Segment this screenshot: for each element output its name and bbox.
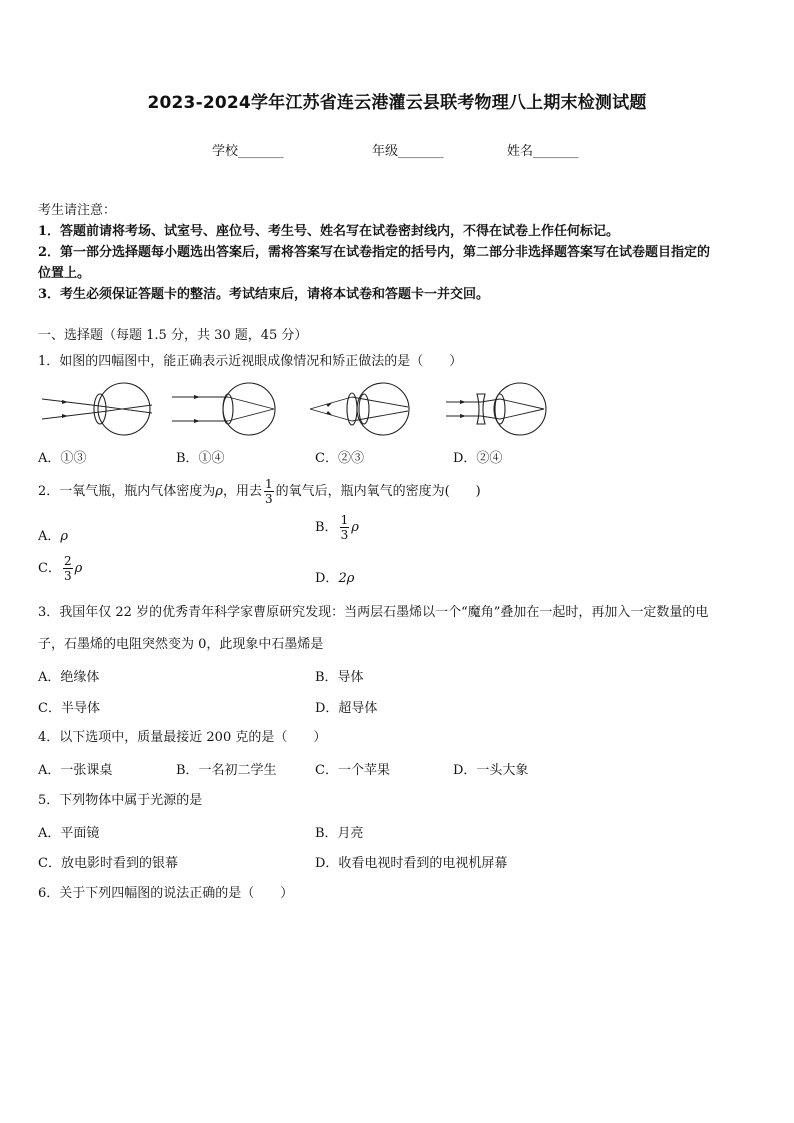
exam-title: 2023-2024学年江苏省连云港灌云县联考物理八上期末检测试题 (147, 93, 647, 113)
eye-diagram-4 (444, 380, 552, 438)
notice-item-2-cont: 位置上。 (38, 266, 91, 281)
q5-option-b[interactable]: B．月亮 (315, 826, 364, 841)
fraction-denominator: 3 (340, 528, 349, 542)
option-label: C． (38, 561, 61, 576)
q3-stem-line-2: 子，石墨烯的电阻突然变为 0，此现象中石墨烯是 (38, 637, 324, 652)
q1-option-d[interactable]: D．②④ (453, 451, 503, 466)
rho-symbol: ρ (351, 520, 359, 535)
school-field: 学校_______ (212, 144, 284, 159)
eye-diagram-1 (40, 380, 155, 438)
fraction (63, 555, 73, 582)
q4-option-a[interactable]: A．一张课桌 (38, 763, 113, 778)
fraction-numerator: 1 (340, 513, 349, 527)
notice-item-1: 1．答题前请将考场、试室号、座位号、考生号、姓名写在试卷密封线内，不得在试卷上作任何标记。 (38, 224, 620, 239)
q5-option-c[interactable]: C．放电影时看到的银幕 (38, 856, 178, 871)
fraction-one-third (264, 478, 274, 505)
q1-option-c[interactable]: C．②③ (315, 451, 364, 466)
q4-stem: 4．以下选项中，质量最接近 200 克的是（ ） (38, 730, 327, 745)
q5-stem: 5．下列物体中属于光源的是 (38, 793, 203, 808)
notice-heading: 考生请注意： (38, 203, 117, 218)
grade-field: 年级_______ (372, 144, 444, 159)
q5-option-d[interactable]: D．收看电视时看到的电视机屏幕 (315, 856, 508, 871)
q2-option-c[interactable] (38, 555, 82, 582)
q1-option-b[interactable]: B．①④ (176, 451, 225, 466)
notice-item-3: 3．考生必须保证答题卡的整洁。考试结束后，请将本试卷和答题卡一并交回。 (38, 287, 490, 302)
eye-diagram-2 (170, 380, 280, 438)
option-label: D． (315, 571, 339, 586)
fraction-denominator: 3 (264, 492, 273, 506)
rho-symbol: ρ (74, 561, 83, 576)
q4-option-c[interactable]: C．一个苹果 (315, 763, 390, 778)
q2-stem-part-b: ，用去 (222, 484, 262, 499)
q2-option-a[interactable] (38, 525, 68, 544)
q3-option-d[interactable]: D．超导体 (315, 701, 378, 716)
fraction (340, 514, 350, 541)
q6-stem: 6．关于下列四幅图的说法正确的是（ ） (38, 886, 294, 901)
q4-option-b[interactable]: B．一名初二学生 (176, 763, 277, 778)
q2-stem-part-a: 2．一氧气瓶，瓶内气体密度为 (38, 484, 216, 499)
q1-option-a[interactable]: A．①③ (38, 451, 87, 466)
option-value: ρ (60, 529, 69, 544)
option-label: B． (315, 520, 338, 535)
q5-option-a[interactable]: A．平面镜 (38, 826, 100, 841)
fraction-numerator: 1 (264, 477, 273, 491)
q2-stem (38, 478, 481, 505)
fraction-numerator: 2 (63, 554, 72, 568)
q1-stem: 1．如图的四幅图中，能正确表示近视眼成像情况和矫正做法的是（ ） (38, 354, 463, 369)
rho-symbol: ρ (215, 484, 223, 499)
q3-option-a[interactable]: A．绝缘体 (38, 670, 100, 685)
q2-option-d[interactable] (315, 567, 354, 586)
q2-stem-part-c: 的氧气后，瓶内氧气的密度为( ) (275, 484, 481, 499)
notice-item-2: 2．第一部分选择题每小题选出答案后，需将答案写在试卷指定的括号内，第二部分非选择题答案写在试卷题目指定的 (38, 245, 711, 260)
eye-diagram-3 (308, 380, 416, 438)
section-heading: 一、选择题（每题 1.5 分，共 30 题，45 分） (38, 328, 308, 343)
q3-option-c[interactable]: C．半导体 (38, 701, 100, 716)
q3-option-b[interactable]: B．导体 (315, 670, 364, 685)
q4-option-d[interactable]: D．一头大象 (453, 763, 529, 778)
name-field: 姓名_______ (507, 144, 579, 159)
q2-option-b[interactable] (315, 514, 359, 541)
option-value: 2ρ (338, 571, 355, 586)
q3-stem-line-1: 3．我国年仅 22 岁的优秀青年科学家曹原研究发现：当两层石墨烯以一个“魔角”叠加在一起时，再加入一定数量的电 (38, 605, 709, 620)
option-label: A． (38, 529, 61, 544)
fraction-denominator: 3 (63, 569, 72, 583)
